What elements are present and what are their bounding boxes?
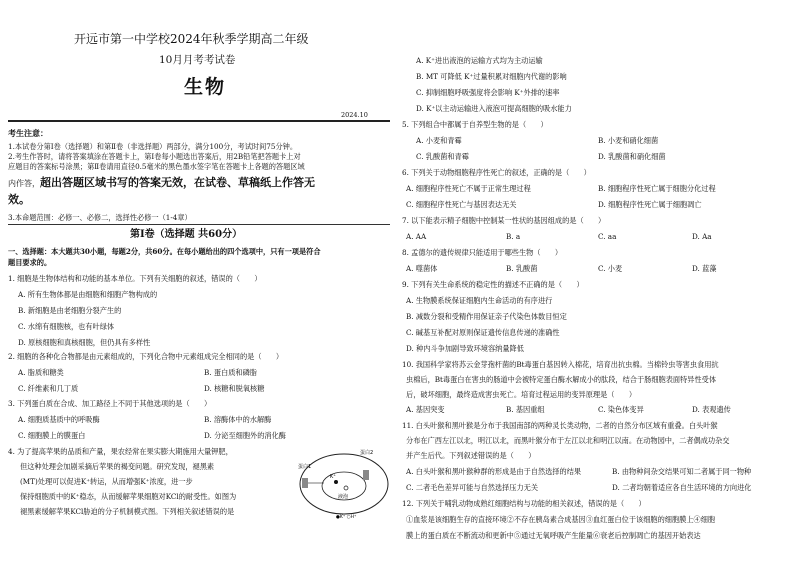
- figure-legend: ●K⁺ ○H⁺: [336, 515, 357, 520]
- q4-figure: [296, 440, 390, 520]
- h-ion-dot: [344, 486, 348, 490]
- q1-option-d[interactable]: D. 原核细胞和真核细胞，但仍具有多样性: [18, 338, 151, 347]
- q4-line4: 保持细胞质中的K⁺稳态，从而缓解苹果细胞对KCl的耐受性。如图为: [20, 492, 237, 501]
- q6-option-a[interactable]: A. 细胞程序性死亡不属于正常生理过程: [406, 184, 531, 193]
- q4-line1: 4. 为了提高苹果的品质和产量，果农经常在果实膨大期施用大量钾肥，: [8, 447, 233, 456]
- q2-option-b[interactable]: B. 蛋白质和磷脂: [204, 368, 257, 377]
- notice-item2-line3-a: 内作答，: [8, 179, 40, 188]
- q7-option-b[interactable]: B. a: [506, 232, 521, 241]
- q11-option-b[interactable]: B. 由物种间杂交结果可知二者属于同一物种: [612, 467, 752, 476]
- exam-date: 2024.10: [341, 111, 368, 119]
- q9-option-b[interactable]: B. 减数分裂和受精作用保证亲子代染色体数目恒定: [406, 312, 567, 321]
- notice-item2-line2: 应题目的答案标号涂黑；第Ⅱ卷请用直径0.5毫米的黑色墨水签字笔在答题卡上各题的答题区域: [8, 162, 305, 171]
- q1-stem: 1. 细胞是生物体结构和功能的基本单位。下列有关细胞的叙述，错误的（ ）: [8, 274, 262, 283]
- q8-option-d[interactable]: D. 蓝藻: [692, 264, 717, 273]
- q10-option-c[interactable]: C. 染色体变异: [598, 405, 644, 414]
- q9-option-d[interactable]: D. 种内斗争加剧导致环境容纳量降低: [406, 344, 524, 353]
- q11-option-a[interactable]: A. 白头叶猴和黑叶猴种群的形成是由于自然选择的结果: [406, 467, 582, 476]
- q7-stem: 7. 以下能表示精子细胞中控制某一性状的基因组成的是（ ）: [402, 216, 606, 225]
- k-ion-label: K⁺: [330, 474, 336, 480]
- k-ion-dot: [334, 480, 338, 484]
- q7-option-a[interactable]: A. AA: [406, 232, 427, 241]
- q3-option-a[interactable]: A. 细胞质基质中的呼吸酶: [18, 415, 100, 424]
- q2-option-d[interactable]: D. 核糖和脱氧核糖: [204, 384, 265, 393]
- q3-option-d[interactable]: D. 分泌至细胞外的消化酶: [204, 431, 286, 440]
- q11-line3: 并产生后代。下列叙述错误的是（ ）: [406, 451, 536, 460]
- q4-option-c[interactable]: C. 抑制细胞呼吸强度将会影响 K⁺外排的速率: [416, 88, 560, 97]
- exam-title-line2: 10月月考考试卷: [159, 54, 236, 66]
- q4-line2: 但这种处理会加剧采摘后苹果的褐变问题。研究发现，褪黑素: [20, 462, 215, 471]
- q9-option-a[interactable]: A. 生物膜系统保证细胞内生命活动的有序进行: [406, 296, 553, 305]
- q8-option-b[interactable]: B. 乳酸菌: [506, 264, 538, 273]
- q2-stem: 2. 细胞的各种化合物都是由元素组成的，下列化合物中元素组成完全相同的是（ ）: [8, 352, 284, 361]
- q9-stem: 9. 下列有关生命系统的稳定性的描述不正确的是（ ）: [402, 280, 584, 289]
- q5-option-a[interactable]: A. 小麦和青霉: [416, 136, 462, 145]
- q5-stem: 5. 下列组合中都属于自养型生物的是（ ）: [402, 120, 548, 129]
- cell-outline: [300, 454, 388, 514]
- q5-option-d[interactable]: D. 乳酸菌和硝化细菌: [598, 152, 666, 161]
- protein1-label: 蛋白1: [298, 464, 312, 470]
- notice-warning: 超出答题区域书写的答案无效，在试卷、草稿纸上作答无: [40, 176, 315, 189]
- notice-item1: 1.本试卷分第Ⅰ卷（选择题）和第Ⅱ卷（非选择题）两部分，满分100分，考试时间75分钟。: [8, 142, 298, 151]
- notice-heading: 考生注意：: [8, 128, 48, 138]
- q1-option-a[interactable]: A. 所有生物体都是由细胞和细胞产物构成的: [18, 290, 158, 299]
- q2-option-c[interactable]: C. 纤维素和几丁质: [18, 384, 79, 393]
- protein1-shape: [302, 478, 308, 488]
- q6-stem: 6. 下列关于动物细胞程序性死亡的叙述，正确的是（ ）: [402, 168, 591, 177]
- header-divider: [8, 120, 390, 122]
- q4-line3: (MT)处理可以促进K⁺转运，从而增强K⁺浓度，进一步: [20, 477, 193, 486]
- notice-divider: [8, 224, 390, 225]
- q12-line2: ①血浆是该细胞生存的直接环境②不存在胰岛素合成基因③血红蛋白位于该细胞的细胞膜上④细胞: [406, 515, 716, 524]
- q1-option-b[interactable]: B. 新细胞是由老细胞分裂产生的: [18, 306, 122, 315]
- section1-intro-line1: 一、选择题：本大题共30小题，每题2分，共60分。在每小题给出的四个选项中，只有一项是符合: [8, 247, 321, 256]
- q3-stem: 3. 下列蛋白质在合成、加工路径上不同于其他选项的是（ ）: [8, 399, 212, 408]
- q8-option-c[interactable]: C. 小麦: [598, 264, 623, 273]
- notice-item2-line4: 效。: [8, 193, 30, 206]
- q10-option-a[interactable]: A. 基因突变: [406, 405, 445, 414]
- protein2-shape: [363, 470, 369, 480]
- section1-title: 第Ⅰ卷（选择题 共60分）: [130, 229, 243, 240]
- q4-line5: 褪黑素缓解苹果KCl胁迫的分子机制模式图。下列相关叙述错误的是: [20, 507, 235, 516]
- q4-option-d[interactable]: D. K⁺以主动运输进入液泡可提高细胞的吸水能力: [416, 104, 572, 113]
- q8-stem: 8. 孟德尔的遗传规律只能适用于哪些生物（ ）: [402, 248, 563, 257]
- q3-option-c[interactable]: C. 细胞膜上的膜蛋白: [18, 431, 86, 440]
- q11-option-c[interactable]: C. 二者毛色差异可能与自然选择压力无关: [406, 483, 539, 492]
- q6-option-c[interactable]: C. 细胞程序性死亡与基因表达无关: [406, 200, 517, 209]
- q11-line2: 分布在广西左江以北，明江以北，而黑叶猴分布于左江以北和明江以南。在动物园中，二者偶成功杂交: [406, 436, 730, 445]
- q10-line3: 后，破坏细胞，最终造成害虫死亡。培育过程运用的变异原理是（ ）: [406, 390, 637, 399]
- q1-option-c[interactable]: C. 水绵有细胞核，也有叶绿体: [18, 322, 115, 331]
- q5-option-c[interactable]: C. 乳酸菌和青霉: [416, 152, 469, 161]
- q8-option-a[interactable]: A. 噬菌体: [406, 264, 438, 273]
- q6-option-d[interactable]: D. 细胞程序性死亡属于细胞凋亡: [598, 200, 702, 209]
- exam-title-line1: 开远市第一中学校2024年秋季学期高二年级: [74, 32, 309, 46]
- q9-option-c[interactable]: C. 碱基互补配对原则保证遗传信息传递的准确性: [406, 328, 560, 337]
- q4-option-b[interactable]: B. MT 可降低 K⁺过量积累对细胞内代谢的影响: [416, 72, 567, 81]
- vacuole-label: 液泡: [338, 494, 349, 500]
- q3-option-b[interactable]: B. 溶酶体中的水解酶: [204, 415, 272, 424]
- q7-option-c[interactable]: C. aa: [598, 232, 617, 241]
- q10-option-b[interactable]: B. 基因重组: [506, 405, 545, 414]
- q10-line2: 虫棉后，Bt毒蛋白在害虫的肠道中会被特定蛋白酶水解成小的肽段，结合于肠细胞表面特异性受体: [406, 375, 717, 384]
- q2-option-a[interactable]: A. 脂质和糖类: [18, 368, 64, 377]
- q10-option-d[interactable]: D. 表观遗传: [692, 405, 731, 414]
- q6-option-b[interactable]: B. 细胞程序性死亡属于细胞分化过程: [598, 184, 716, 193]
- subject-title: 生物: [184, 76, 227, 98]
- q10-line1: 10. 我国科学家将苏云金芽孢杆菌的Bt毒蛋白基因转入棉花，培育出抗虫棉。当棉铃虫等害虫食用抗: [402, 360, 719, 369]
- q5-option-b[interactable]: B. 小麦和硝化细菌: [598, 136, 659, 145]
- q11-line1: 11. 白头叶猴和黑叶猴是分布于我国南部的两种灵长类动物，二者的自然分布区域有重叠。白头叶猴: [402, 421, 718, 430]
- notice-item3: 3.本命题范围：必修一、必修二，选择性必修一（1-4章）: [8, 213, 192, 222]
- q12-line3: 膜上的蛋白质在不断流动和更新中⑤通过无氧呼吸产生能量⑥衰老后控制凋亡的基因开始表达: [406, 531, 701, 540]
- notice-item2-line1: 2.考生作答时，请将答案填涂在答题卡上，第Ⅰ卷每小题选出答案后，用2B铅笔把答题卡上对: [8, 152, 301, 161]
- notice-item2-line3: [8, 176, 315, 190]
- q11-option-d[interactable]: D. 二者均朝着适应各自生活环境的方向进化: [612, 483, 752, 492]
- q7-option-d[interactable]: D. Aa: [692, 232, 712, 241]
- protein2-label: 蛋白2: [360, 450, 374, 456]
- section1-intro-line2: 题目要求的。: [8, 258, 52, 267]
- q12-line1: 12. 下列关于哺乳动物成熟红细胞结构与功能的相关叙述，错误的是（ ）: [402, 499, 646, 508]
- q4-option-a[interactable]: A. K⁺进出液泡的运输方式均为主动运输: [416, 56, 543, 65]
